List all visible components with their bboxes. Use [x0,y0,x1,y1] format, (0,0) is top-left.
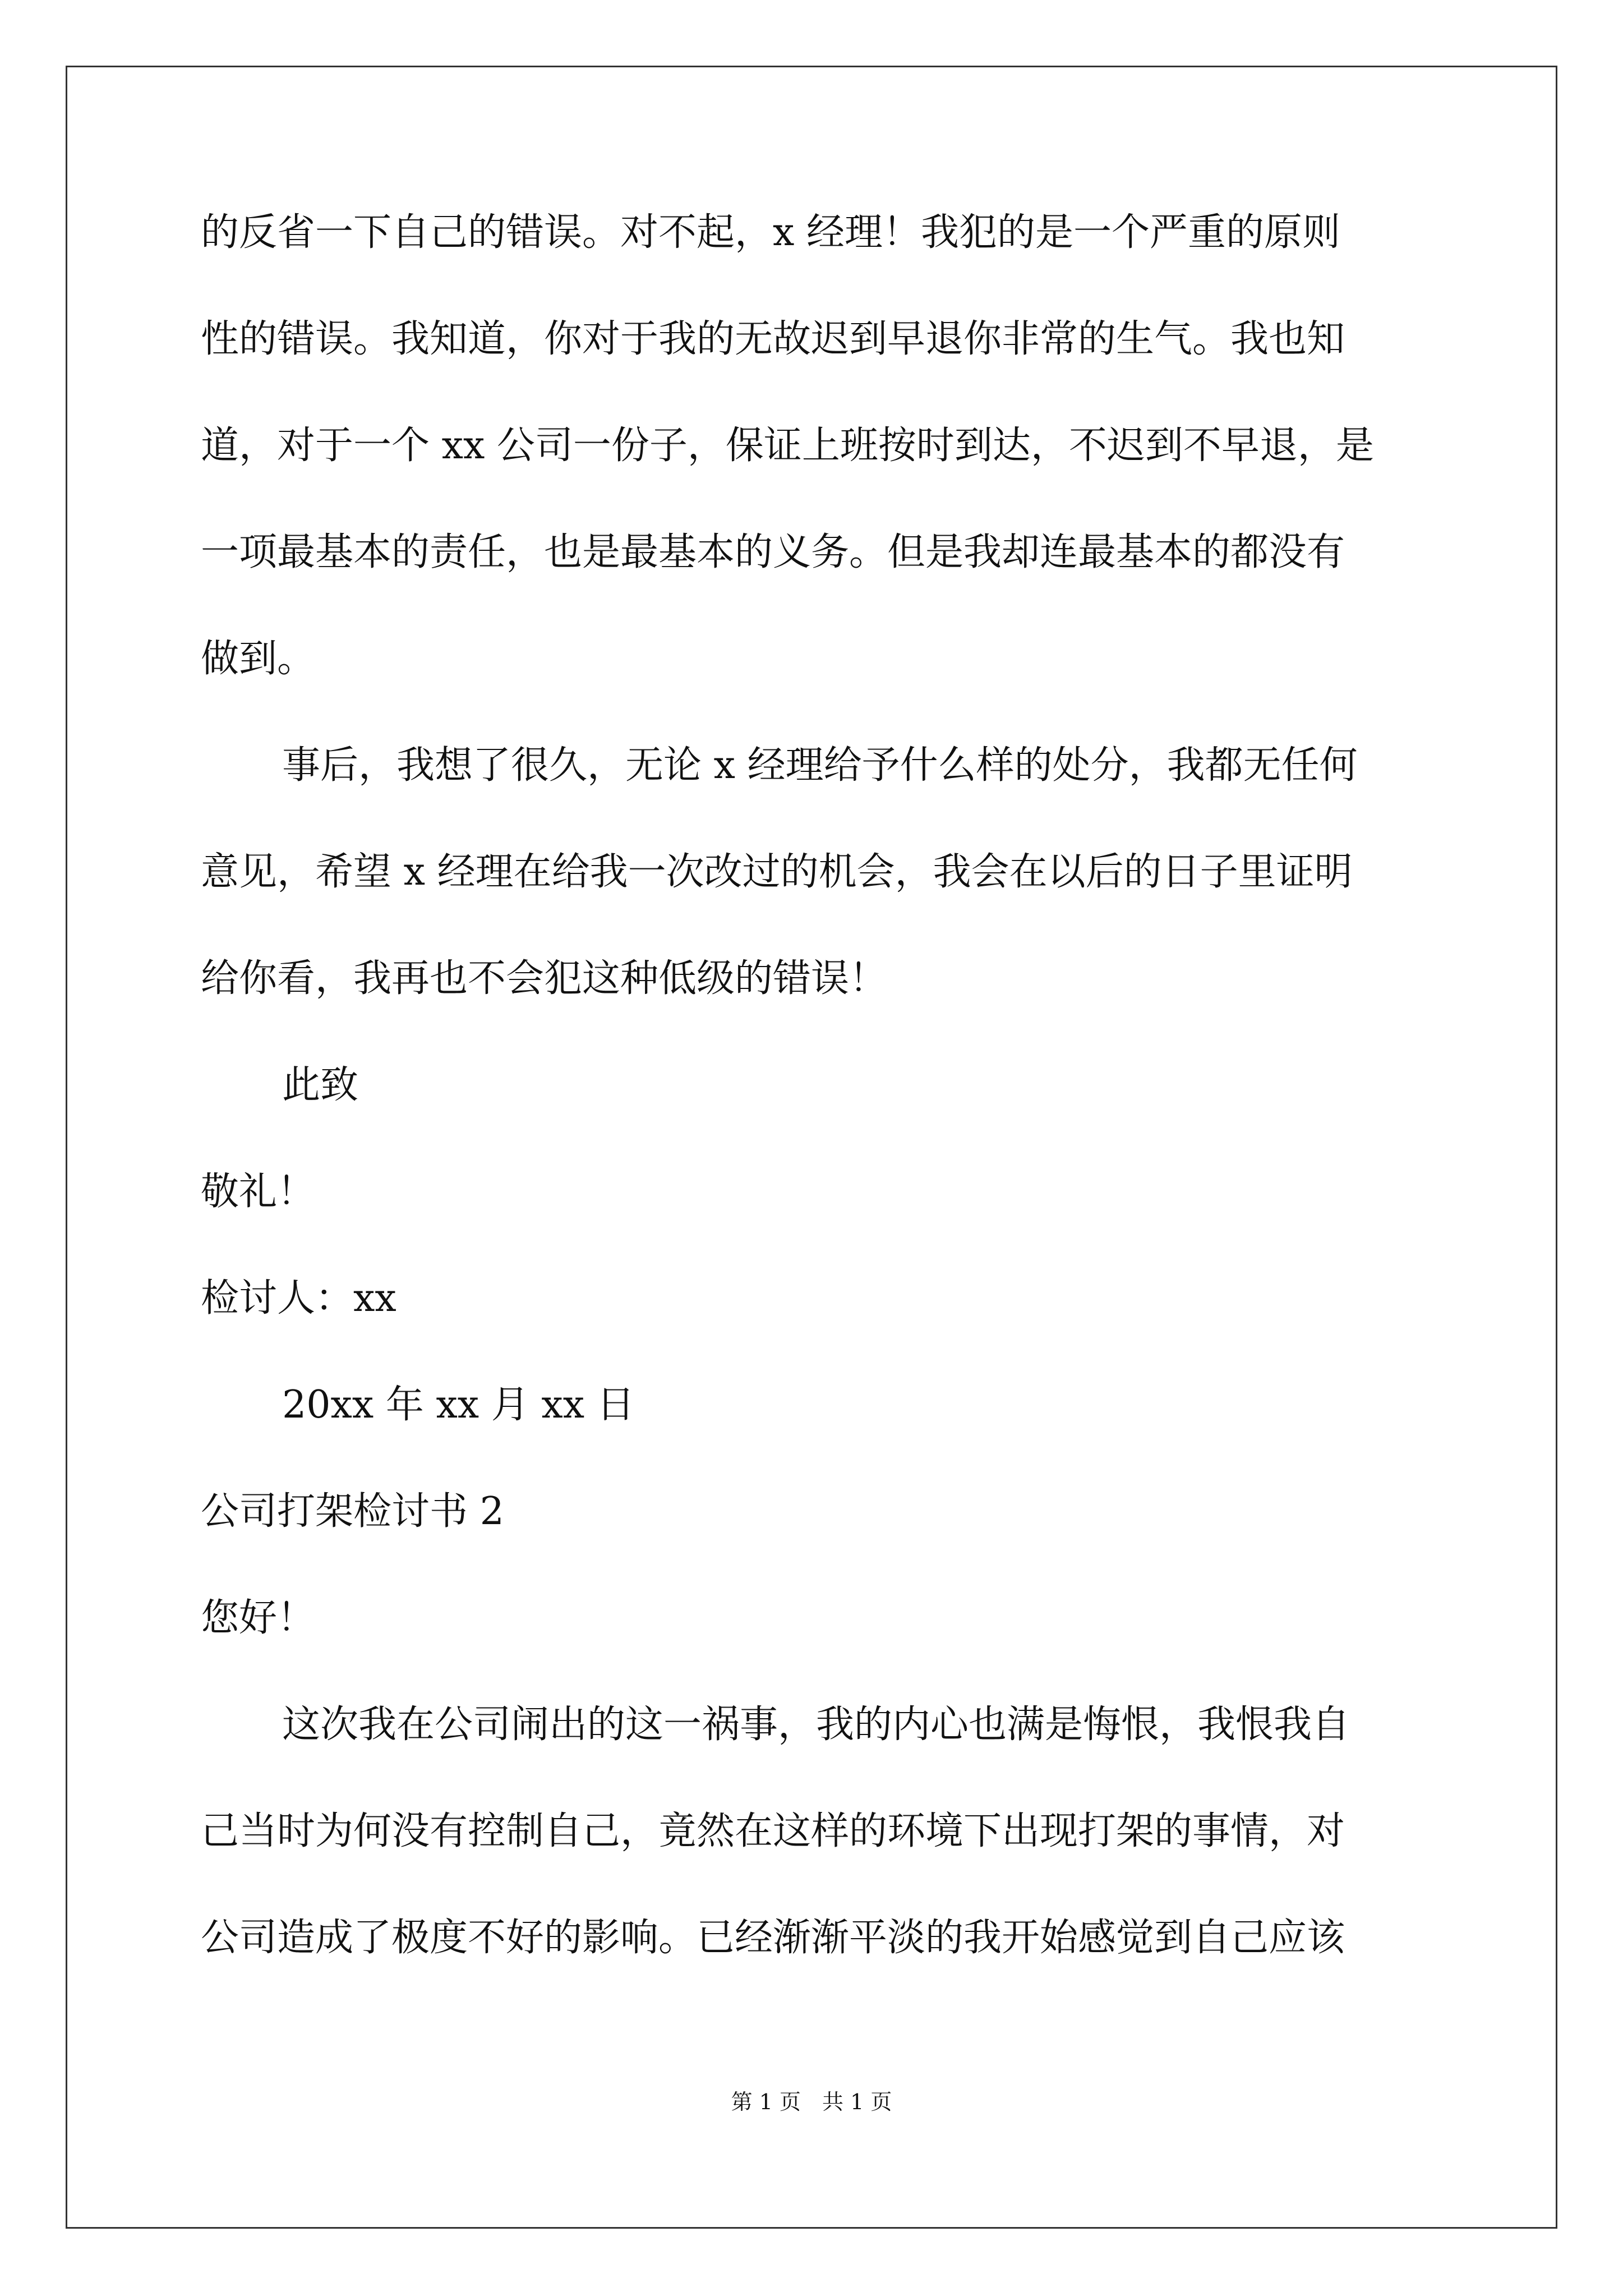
body-line: 意见，希望 x 经理在给我一次改过的机会，我会在以后的日子里证明 [201,850,1353,894]
body-line: 公司造成了极度不好的影响。已经渐渐平淡的我开始感觉到自己应该 [201,1916,1345,1960]
body-line: 一项最基本的责任，也是最基本的义务。但是我却连最基本的都没有 [201,530,1345,574]
closing-regards: 敬礼！ [201,1170,316,1214]
date-line: 20xx 年 xx 月 xx 日 [282,1383,635,1427]
closing-salutation: 此致 [282,1063,359,1107]
body-line: 道，对于一个 xx 公司一份子，保证上班按时到达，不迟到不早退，是 [201,424,1374,468]
body-line: 给你看，我再也不会犯这种低级的错误！ [201,956,888,1001]
page-number-footer: 第 1 页 共 1 页 [731,2090,892,2114]
greeting: 您好！ [201,1596,316,1640]
body-line: 性的错误。我知道，你对于我的无故迟到早退你非常的生气。我也知 [201,317,1345,361]
body-line: 己当时为何没有控制自己，竟然在这样的环境下出现打架的事情，对 [201,1809,1345,1853]
body-line: 事后，我想了很久，无论 x 经理给予什么样的处分，我都无任何 [282,743,1358,788]
signature-line: 检讨人：xx [201,1276,396,1320]
body-line: 做到。 [201,637,316,681]
body-line: 的反省一下自己的错误。对不起，x 经理！我犯的是一个严重的原则 [201,210,1340,255]
section-title: 公司打架检讨书 2 [201,1489,504,1534]
body-line: 这次我在公司闹出的这一祸事，我的内心也满是悔恨，我恨我自 [282,1703,1350,1747]
page-border [66,66,1557,2229]
